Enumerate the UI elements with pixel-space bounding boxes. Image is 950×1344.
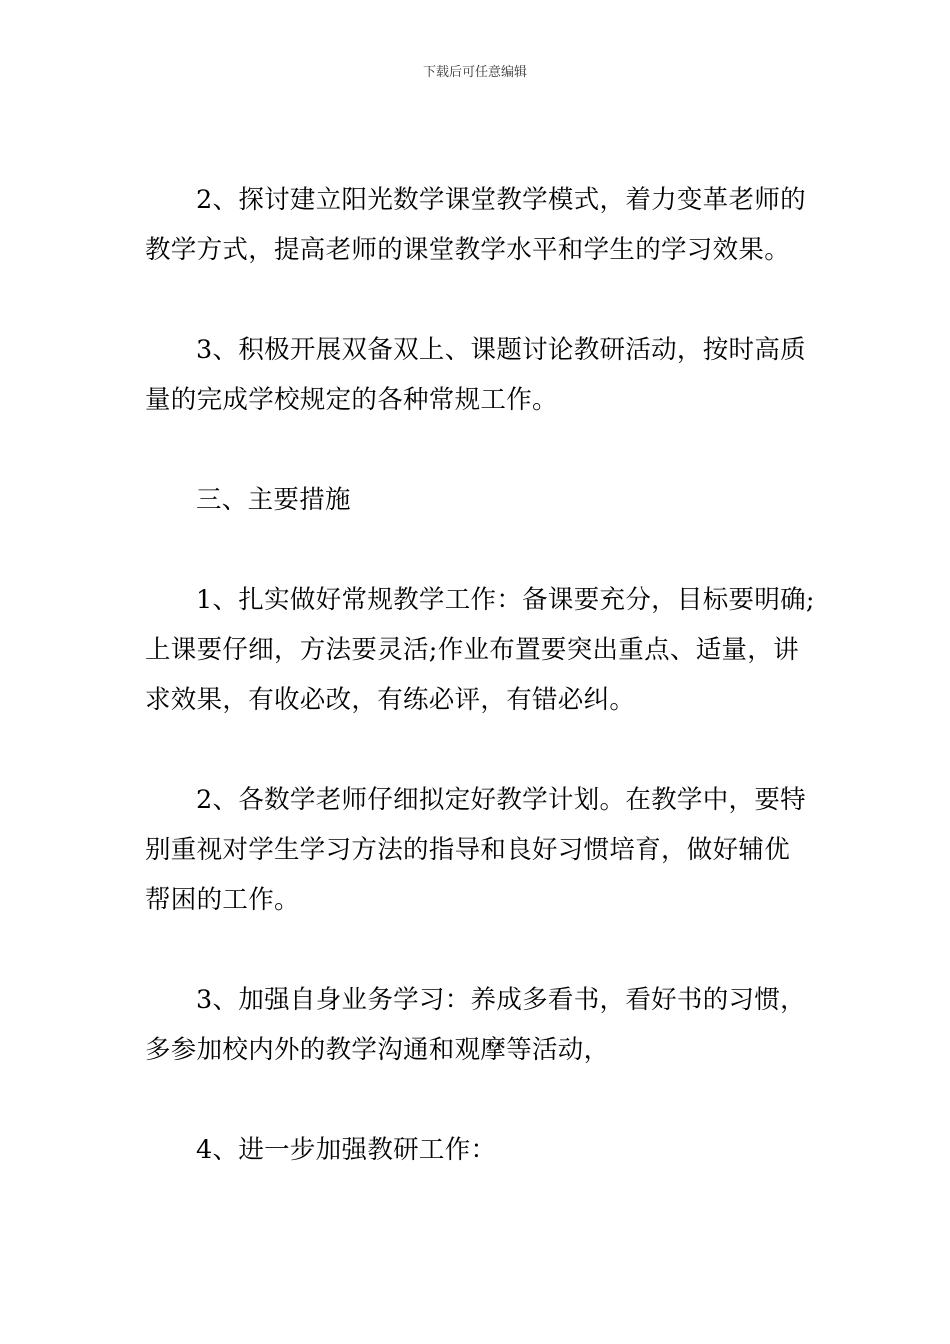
section-heading-measures: 三、主要措施 [196,485,351,515]
paragraph-measure-4: 4、进一步加强教研工作： [196,1135,497,1165]
paragraph-goal-2: 2、探讨建立阳光数学课堂教学模式，着力变革老师的教学方式，提高老师的课堂教学水平和学生的学习效果。 [145,185,806,265]
paragraph-measure-2: 2、各数学老师仔细拟定好教学计划。在教学中，要特别重视对学生学习方法的指导和良好习惯培育，做好辅优帮困的工作。 [145,785,806,915]
paragraph-measure-1: 1、扎实做好常规教学工作：备课要充分，目标要明确;上课要仔细，方法要灵活;作业布置要突出重点、适量，讲求效果，有收必改，有练必评，有错必纠。 [145,585,815,715]
page-header: 下载后可任意编辑 [422,65,527,80]
document-body [145,175,815,1225]
paragraph-goal-3: 3、积极开展双备双上、课题讨论教研活动，按时高质量的完成学校规定的各种常规工作。 [145,335,806,415]
paragraph-measure-3: 3、加强自身业务学习：养成多看书，看好书的习惯，多参加校内外的教学沟通和观摩等活动， [145,985,806,1065]
